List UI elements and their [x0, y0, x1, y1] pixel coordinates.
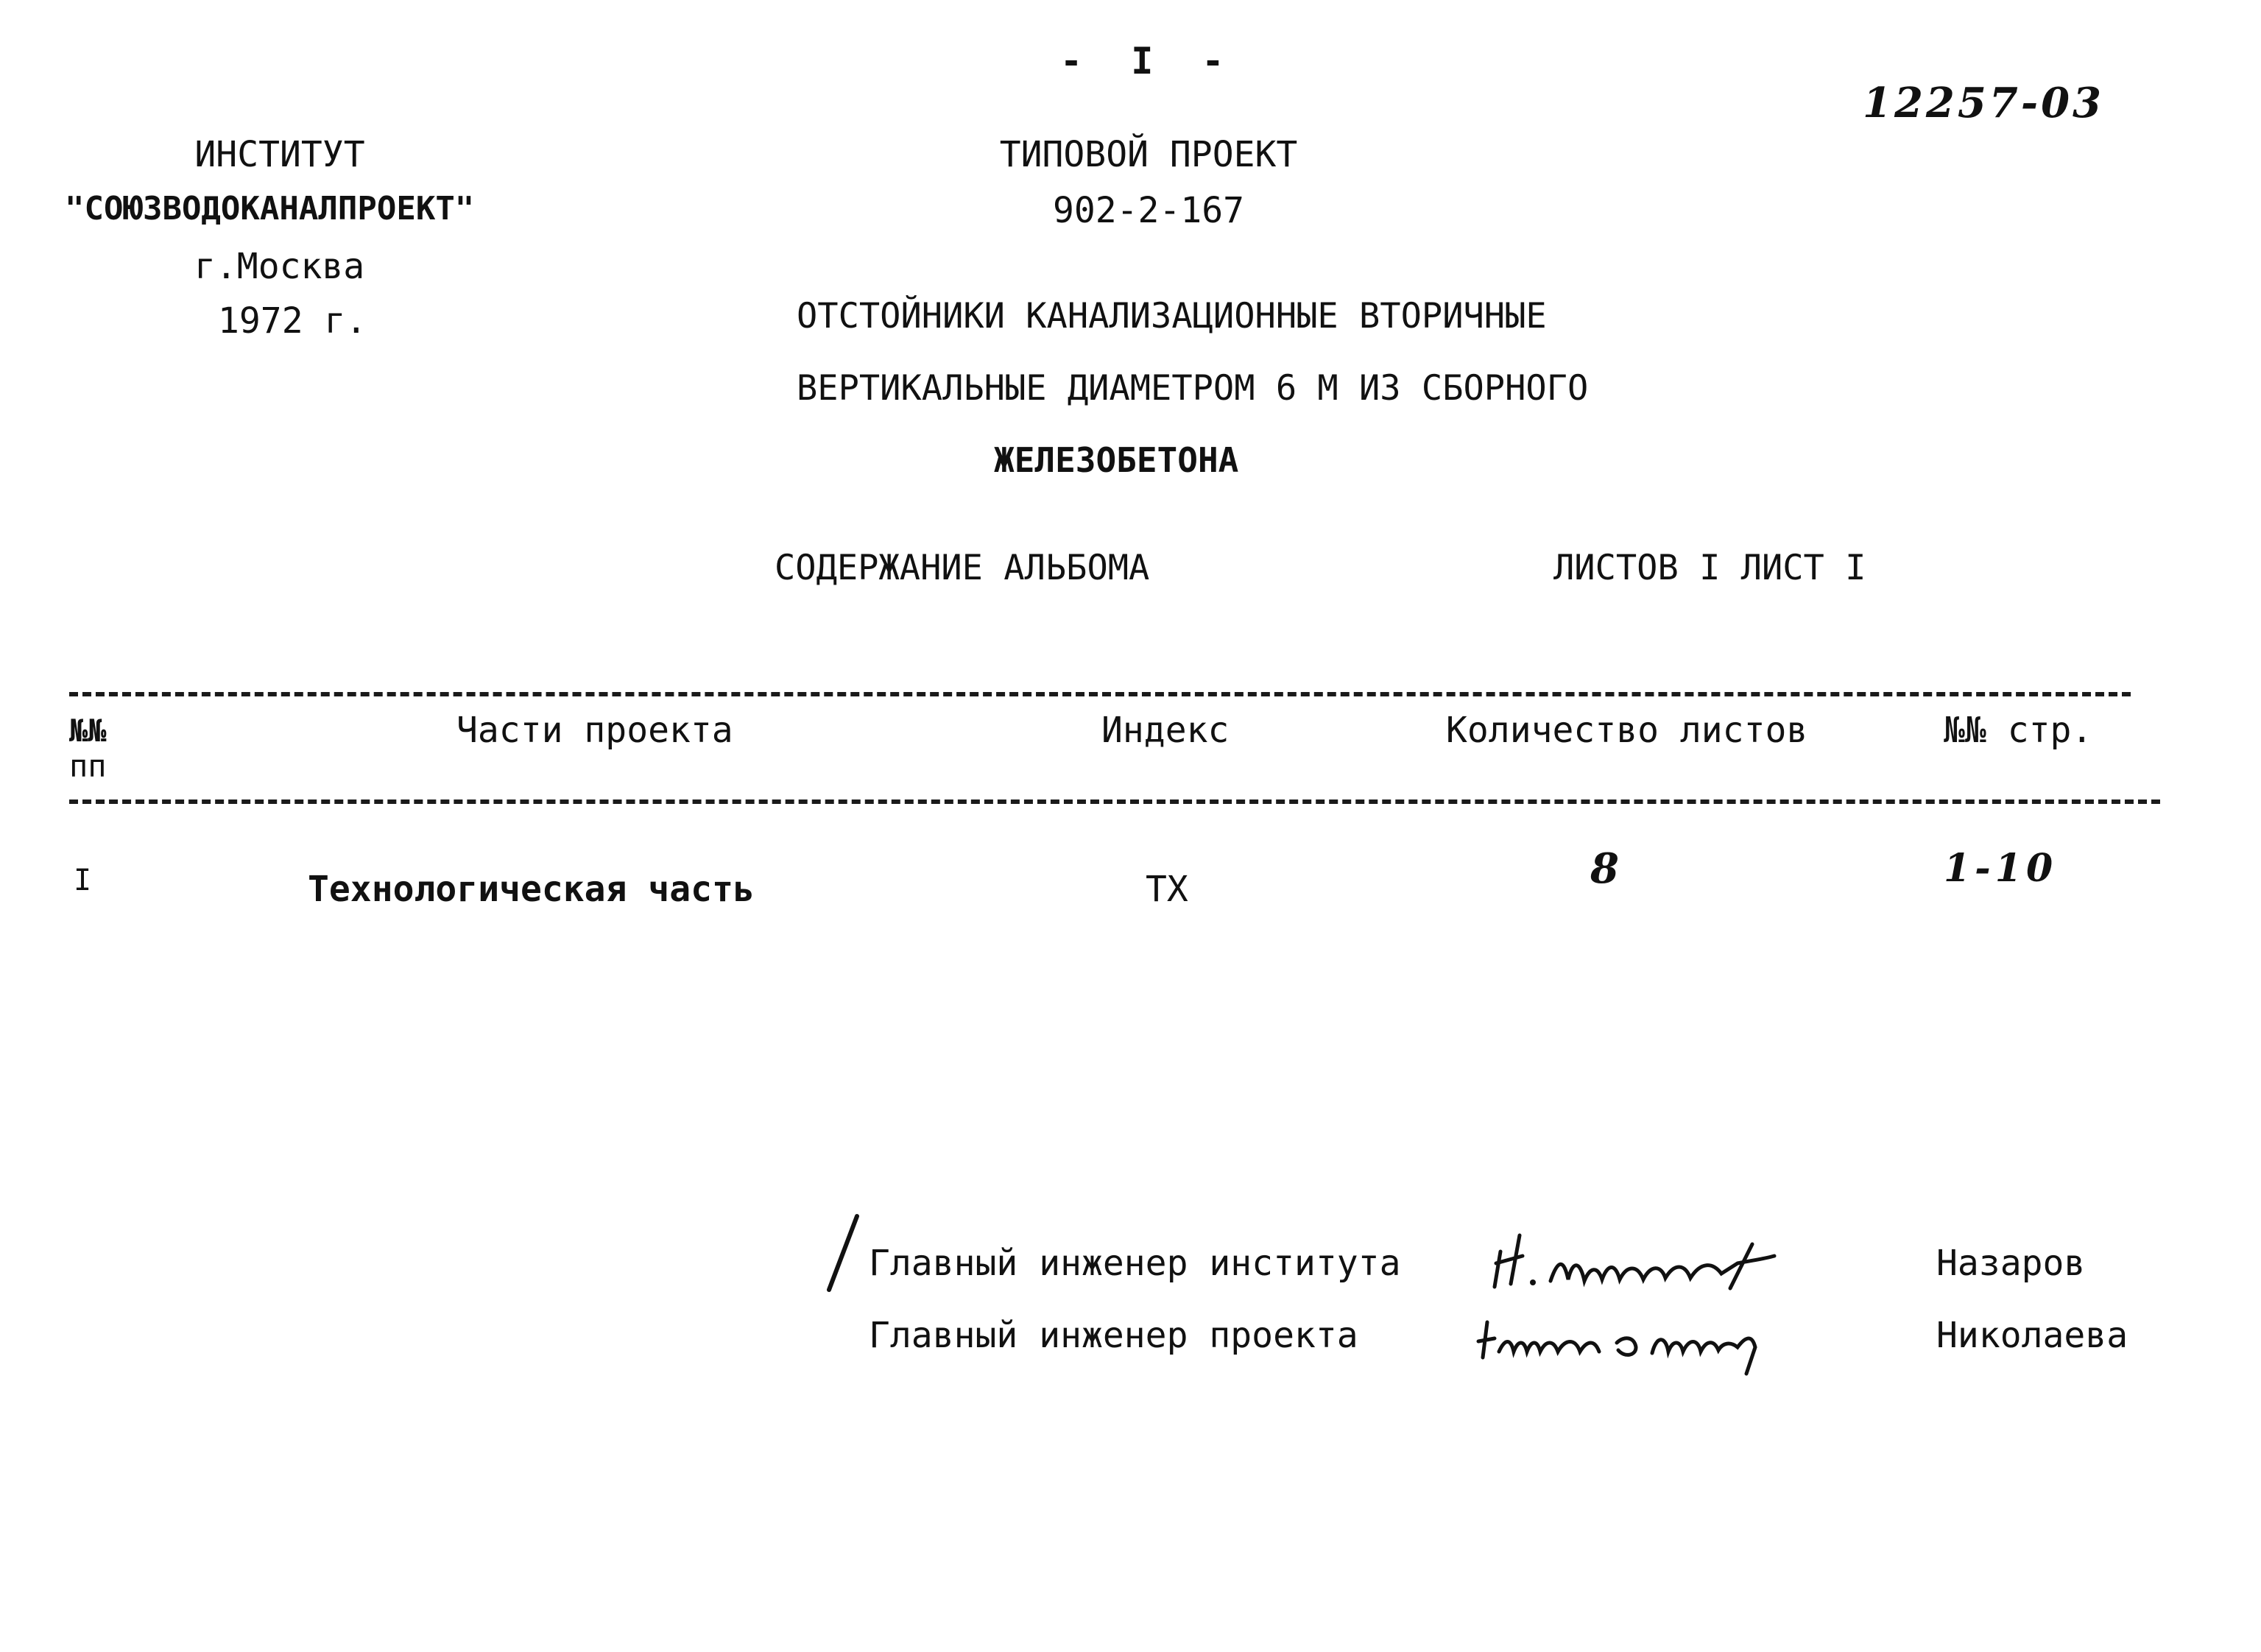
- album-heading: СОДЕРЖАНИЕ АЛЬБОМА: [775, 548, 1150, 588]
- header-num-line1: №№: [69, 713, 107, 749]
- project-number: 902-2-167: [1052, 190, 1245, 231]
- header-parts: Части проекта: [456, 710, 733, 751]
- header-num-line2: пп: [69, 748, 107, 784]
- project-title-line-3: ЖЕЛЕЗОБЕТОНА: [994, 440, 1239, 480]
- row-pages: 1-10: [1944, 846, 2058, 891]
- row-num: I: [74, 864, 92, 897]
- row-sheet-count: 8: [1590, 844, 1619, 893]
- row-index: ТХ: [1146, 869, 1188, 910]
- slash-mark: [825, 1213, 869, 1294]
- project-title-line-2: ВЕРТИКАЛЬНЫЕ ДИАМЕТРОМ 6 М ИЗ СБОРНОГО: [797, 368, 1589, 409]
- signature-name-2: Николаева: [1936, 1315, 2128, 1356]
- project-title-line-1: ОТСТОЙНИКИ КАНАЛИЗАЦИОННЫЕ ВТОРИЧНЫЕ: [797, 296, 1547, 336]
- table-header-rule: [69, 799, 2160, 804]
- table-top-rule: [69, 692, 2131, 696]
- institute-city: г.Москва: [194, 246, 365, 287]
- signature-name-1: Назаров: [1936, 1243, 2086, 1284]
- album-sheets-info: ЛИСТОВ I ЛИСТ I: [1553, 548, 1866, 588]
- header-sheet-count: Количество листов: [1446, 710, 1808, 751]
- row-part: Технологическая часть: [308, 869, 755, 910]
- institute-year: 1972 г.: [218, 300, 367, 342]
- header-pages: №№ стр.: [1944, 710, 2093, 751]
- project-type-label: ТИПОВОЙ ПРОЕКТ: [999, 134, 1298, 175]
- handwritten-signature-1: [1487, 1215, 1782, 1296]
- institute-label: ИНСТИТУТ: [194, 134, 365, 175]
- page-number: - I -: [1060, 40, 1238, 82]
- signature-role-2: Главный инженер проекта: [869, 1315, 1358, 1356]
- document-code: 12257-03: [1863, 79, 2104, 127]
- handwritten-signature-2: [1472, 1306, 1767, 1372]
- header-index: Индекс: [1101, 710, 1230, 751]
- signature-role-1: Главный инженер института: [869, 1243, 1401, 1284]
- institute-name: "СОЮЗВОДОКАНАЛПРОЕКТ": [65, 190, 475, 227]
